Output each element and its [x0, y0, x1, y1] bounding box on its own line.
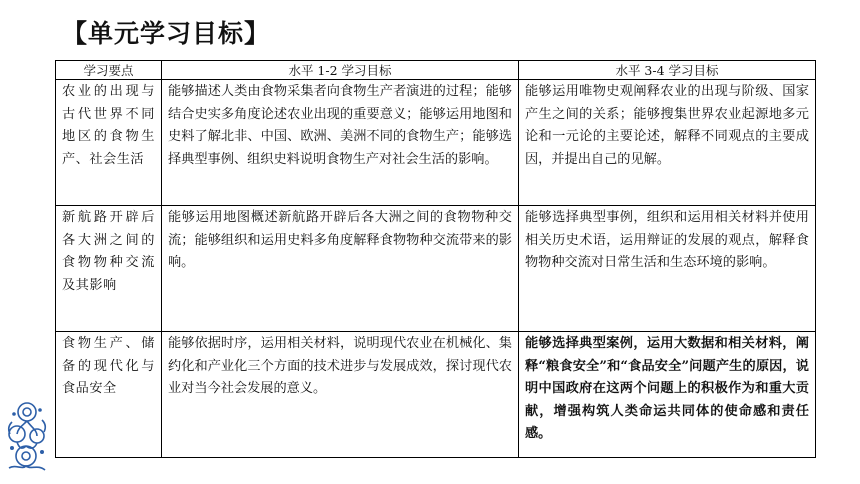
- row-level-1-2-goal: 能够描述人类由食物采集者向食物生产者演进的过程；能够结合史实多角度论述农业出现的重要意义；能够运用地图和史料了解北非、中国、欧洲、美洲不同的食物生产；能够选择典型事例、组织史料说明食物生产对社会生活的影响。: [162, 80, 519, 206]
- row-key-point: 食物生产、储备的现代化与食品安全: [56, 332, 162, 458]
- blue-floral-ornament-icon: [4, 398, 50, 478]
- row-level-3-4-goal: 能够选择典型事例，组织和运用相关材料并使用相关历史术语，运用辩证的发展的观点，解释食物物种交流对日常生活和生态环境的影响。: [519, 206, 816, 332]
- table-row: [56, 80, 816, 206]
- row-level-1-2-goal: 能够运用地图概述新航路开辟后各大洲之间的食物物种交流；能够组织和运用史料多角度解释食物物种交流带来的影响。: [162, 206, 519, 332]
- row-key-point: 新航路开辟后各大洲之间的食物物种交流及其影响: [56, 206, 162, 332]
- row-level-1-2-goal: 能够依据时序，运用相关材料，说明现代农业在机械化、集约化和产业化三个方面的技术进步与发展成效，探讨现代农业对当今社会发展的意义。: [162, 332, 519, 458]
- table-header-row: [56, 61, 816, 80]
- table-row: [56, 332, 816, 458]
- row-key-point: 农业的出现与古代世界不同地区的食物生产、社会生活: [56, 80, 162, 206]
- header-level-1-2: 水平 1-2 学习目标: [162, 61, 519, 80]
- row-level-3-4-goal: 能够选择典型案例，运用大数据和相关材料，阐释“粮食安全”和“食品安全”问题产生的原因，说明中国政府在这两个问题上的积极作为和重大贡献，增强构筑人类命运共同体的使命感和责任感。: [519, 332, 816, 458]
- learning-goals-table: [55, 60, 816, 458]
- section-title: 【单元学习目标】: [62, 19, 271, 48]
- header-key-point: 学习要点: [56, 61, 162, 80]
- row-level-3-4-goal: 能够运用唯物史观阐释农业的出现与阶级、国家产生之间的关系；能够搜集世界农业起源地多元论和一元论的主要论述，解释不同观点的主要成因，并提出自己的见解。: [519, 80, 816, 206]
- table-row: [56, 206, 816, 332]
- header-level-3-4: 水平 3-4 学习目标: [519, 61, 816, 80]
